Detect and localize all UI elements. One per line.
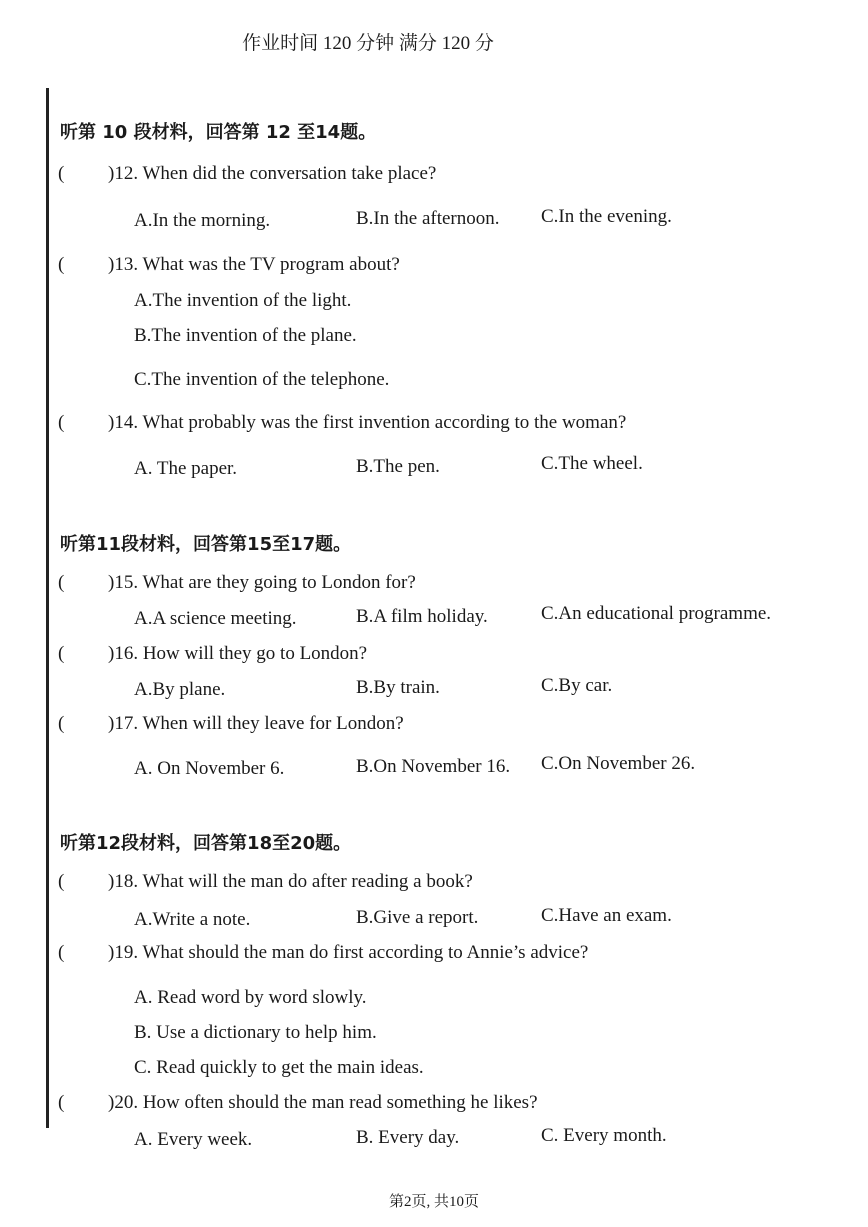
question-text: )16. How will they go to London? — [108, 643, 368, 664]
question-13 — [58, 254, 400, 276]
section-title-3: 听第12段材料，回答第18至20题。 — [60, 833, 352, 854]
option-15-b: B.A film holiday. — [356, 606, 488, 627]
answer-paren[interactable]: ( — [58, 572, 65, 593]
question-20 — [58, 1092, 538, 1114]
option-12-c: C.In the evening. — [541, 206, 672, 227]
question-text: )13. What was the TV program about? — [108, 254, 400, 275]
question-14 — [58, 412, 626, 434]
option-16-c: C.By car. — [541, 675, 613, 696]
section-title-2: 听第11段材料，回答第15至17题。 — [60, 534, 352, 555]
option-14-b: B.The pen. — [356, 456, 440, 477]
option-16-a: A.By plane. — [134, 679, 226, 700]
question-text: )12. When did the conversation take place? — [108, 163, 437, 184]
question-12 — [58, 163, 436, 185]
option-18-b: B.Give a report. — [356, 907, 479, 928]
question-15 — [58, 572, 416, 594]
question-18 — [58, 871, 473, 893]
option-19-a: A. Read word by word slowly. — [134, 987, 367, 1008]
answer-paren[interactable]: ( — [58, 163, 65, 184]
option-19-c: C. Read quickly to get the main ideas. — [134, 1057, 424, 1078]
question-text: )14. What probably was the first invention according to the woman? — [108, 412, 627, 433]
page-footer: 第2页, 共10页 — [388, 1194, 479, 1210]
answer-paren[interactable]: ( — [58, 1092, 65, 1113]
answer-paren[interactable]: ( — [58, 643, 65, 664]
option-18-a: A.Write a note. — [134, 909, 251, 930]
option-15-a: A.A science meeting. — [134, 608, 297, 629]
option-20-b: B. Every day. — [356, 1127, 460, 1148]
question-17 — [58, 713, 404, 735]
answer-paren[interactable]: ( — [58, 942, 65, 963]
question-text: )19. What should the man do first according to Annie’s advice? — [108, 942, 589, 963]
question-text: )20. How often should the man read something he likes? — [108, 1092, 538, 1113]
option-13-b: B.The invention of the plane. — [134, 325, 357, 346]
option-18-c: C.Have an exam. — [541, 905, 672, 926]
binding-margin-line — [46, 88, 49, 1128]
page-header: 作业时间 120 分钟 满分 120 分 — [242, 33, 494, 54]
option-14-c: C.The wheel. — [541, 453, 643, 474]
option-16-b: B.By train. — [356, 677, 440, 698]
option-12-a: A.In the morning. — [134, 210, 271, 231]
answer-paren[interactable]: ( — [58, 254, 65, 275]
option-20-c: C. Every month. — [541, 1125, 667, 1146]
question-text: )18. What will the man do after reading a book? — [108, 871, 473, 892]
question-19 — [58, 942, 588, 964]
answer-paren[interactable]: ( — [58, 871, 65, 892]
question-16 — [58, 643, 367, 665]
section-title-1: 听第 10 段材料，回答第 12 至14题。 — [60, 122, 377, 143]
option-19-b: B. Use a dictionary to help him. — [134, 1022, 377, 1043]
option-20-a: A. Every week. — [134, 1129, 253, 1150]
answer-paren[interactable]: ( — [58, 713, 65, 734]
option-17-c: C.On November 26. — [541, 753, 696, 774]
option-17-a: A. On November 6. — [134, 758, 285, 779]
option-13-c: C.The invention of the telephone. — [134, 369, 390, 390]
option-13-a: A.The invention of the light. — [134, 290, 352, 311]
question-text: )15. What are they going to London for? — [108, 572, 416, 593]
option-15-c: C.An educational programme. — [541, 603, 772, 624]
option-12-b: B.In the afternoon. — [356, 208, 500, 229]
option-17-b: B.On November 16. — [356, 756, 511, 777]
option-14-a: A. The paper. — [134, 458, 238, 479]
answer-paren[interactable]: ( — [58, 412, 65, 433]
question-text: )17. When will they leave for London? — [108, 713, 404, 734]
